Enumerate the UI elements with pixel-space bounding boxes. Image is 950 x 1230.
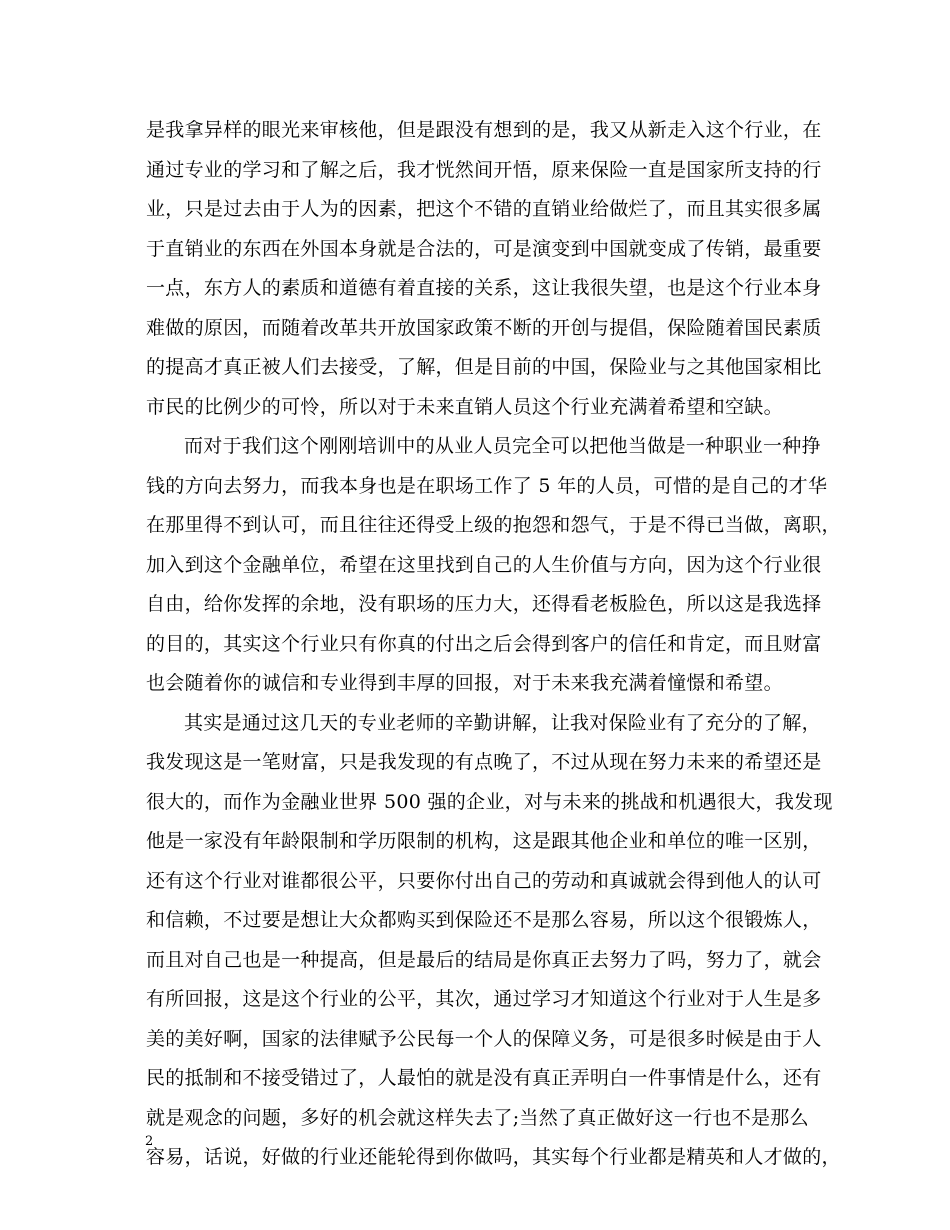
text-line: 通过专业的学习和了解之后，我才恍然间开悟，原来保险一直是国家所支持的行 xyxy=(146,159,822,181)
text-line: 很大的，而作为金融业世界 500 强的企业，对与未来的挑战和机遇很大，我发现 xyxy=(146,791,833,813)
text-line: 的目的，其实这个行业只有你真的付出之后会得到客户的信任和肯定，而且财富 xyxy=(146,633,822,655)
text-line: 自由，给你发挥的余地，没有职场的压力大，还得看老板脸色，所以这是我选择 xyxy=(146,593,822,615)
text-line: 我发现这是一笔财富，只是我发现的有点晚了，不过从现在努力未来的希望还是 xyxy=(146,751,822,773)
text-line: 还有这个行业对谁都很公平，只要你付出自己的劳动和真诚就会得到他人的认可 xyxy=(146,870,822,892)
text-line: 在那里得不到认可，而且往往还得受上级的抱怨和怨气，于是不得已当做，离职， xyxy=(146,514,841,536)
text-line: 而对于我们这个刚刚培训中的从业人员完全可以把他当做是一种职业一种挣 xyxy=(184,435,821,457)
text-line: 业，只是过去由于人为的因素，把这个不错的直销业给做烂了，而且其实很多属 xyxy=(146,198,822,220)
text-line: 钱的方向去努力，而我本身也是在职场工作了 5 年的人员，可惜的是自己的才华 xyxy=(146,475,828,497)
page-number: 2 xyxy=(145,1134,154,1149)
text-line: 他是一家没有年龄限制和学历限制的机构，这是跟其他企业和单位的唯一区别， xyxy=(146,830,822,852)
text-line: 就是观念的问题，多好的机会就这样失去了;当然了真正做好这一行也不是那么 xyxy=(146,1107,809,1129)
text-line: 和信赖，不过要是想让大众都购买到保险还不是那么容易，所以这个很锻炼人， xyxy=(146,909,822,931)
text-line: 市民的比例少的可怜，所以对于未来直销人员这个行业充满着希望和空缺。 xyxy=(146,396,783,418)
text-line: 的提高才真正被人们去接受，了解，但是目前的中国，保险业与之其他国家相比 xyxy=(146,356,822,378)
text-line: 有所回报，这是这个行业的公平，其次，通过学习才知道这个行业对于人生是多 xyxy=(146,988,822,1010)
text-line: 而且对自己也是一种提高，但是最后的结局是你真正去努力了吗，努力了，就会 xyxy=(146,949,822,971)
text-line: 是我拿异样的眼光来审核他，但是跟没有想到的是，我又从新走入这个行业，在 xyxy=(146,119,822,141)
text-line: 美的美好啊，国家的法律赋予公民每一个人的保障义务，可是很多时候是由于人 xyxy=(146,1028,822,1050)
text-line: 一点，东方人的素质和道德有着直接的关系，这让我很失望，也是这个行业本身 xyxy=(146,277,822,299)
text-line: 加入到这个金融单位，希望在这里找到自己的人生价值与方向，因为这个行业很 xyxy=(146,554,822,576)
text-line: 容易，话说，好做的行业还能轮得到你做吗，其实每个行业都是精英和人才做的， xyxy=(146,1146,841,1168)
text-line: 其实是通过这几天的专业老师的辛勤讲解，让我对保险业有了充分的了解， xyxy=(184,712,821,734)
text-line: 民的抵制和不接受错过了，人最怕的就是没有真正弄明白一件事情是什么，还有 xyxy=(146,1067,822,1089)
text-line: 于直销业的东西在外国本身就是合法的，可是演变到中国就变成了传销，最重要 xyxy=(146,238,822,260)
text-line: 难做的原因，而随着改革共开放国家政策不断的开创与提倡，保险随着国民素质 xyxy=(146,317,822,339)
text-line: 也会随着你的诚信和专业得到丰厚的回报，对于未来我充满着憧憬和希望。 xyxy=(146,672,783,694)
